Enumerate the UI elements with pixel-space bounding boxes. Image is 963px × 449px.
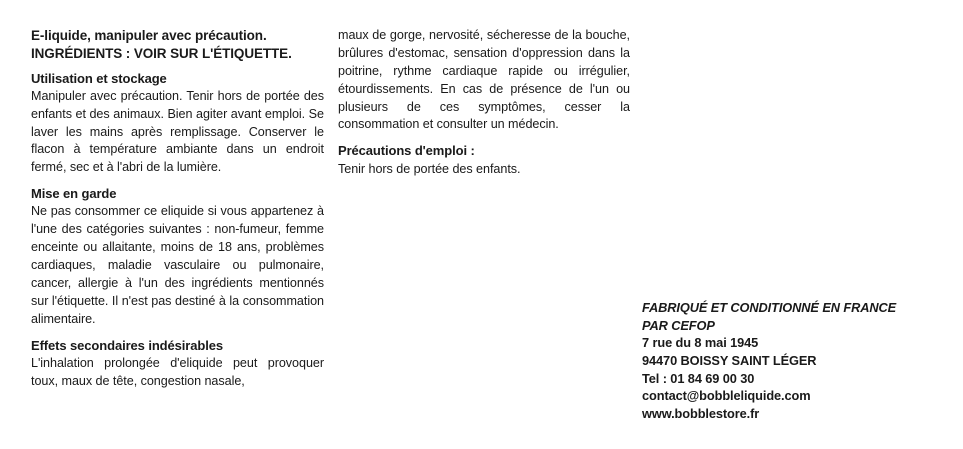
section-text-side-effects: L'inhalation prolongée d'eliquide peut provoquer toux, maux de tête, congestion nasale,	[31, 355, 324, 388]
section-text-warning: Ne pas consommer ce eliquide si vous appartenez à l'une des catégories suivantes : non-fumeur, femme enceinte ou allaitante, moins de 18 ans, problèmes cardiaques, maladie vasculaire ou pulmonaire, cancer, allergie à l'un des ingrédients mentionnés sur l'étiquette. Il n'est pas destiné à la consommation alimentaire.	[31, 204, 324, 326]
left-column	[31, 27, 324, 391]
section-text-precautions: Tenir hors de portée des enfants.	[338, 161, 521, 176]
manufacturer-line-2: PAR CEFOP	[642, 317, 715, 333]
section-heading-precautions: Précautions d'emploi :	[338, 143, 475, 159]
section-heading-side-effects: Effets secondaires indésirables	[31, 337, 223, 353]
address-block	[642, 299, 942, 423]
side-effects-continuation: maux de gorge, nervosité, sécheresse de la bouche, brûlures d'estomac, sensation d'oppression dans la poitrine, rythme cardiaque rapide ou irrégulier, étourdissements. En cas de présence de l'un ou plusieurs de ces symptômes, cesser la consommation et consulter un médecin.	[338, 28, 630, 132]
manufacturer-line-1: FABRIQUÉ ET CONDITIONNÉ EN FRANCE	[642, 300, 897, 315]
middle-column	[338, 27, 630, 178]
ingredients-heading: INGRÉDIENTS : VOIR SUR L'ÉTIQUETTE.	[31, 46, 292, 62]
section-heading-warning: Mise en garde	[31, 186, 117, 202]
product-title: E-liquide, manipuler avec précaution.	[31, 28, 267, 43]
section-text-usage: Manipuler avec précaution. Tenir hors de portée des enfants et des animaux. Bien agiter avant emploi. Se laver les mains après remplissage. Conserver le flacon à température ambiante dans un endroit fermé, sec et à l'abri de la lumière.	[31, 88, 324, 175]
address-phone: Tel : 01 84 69 00 30	[642, 370, 755, 386]
address-email: contact@bobbleliquide.com	[642, 388, 811, 404]
address-city: 94470 BOISSY SAINT LÉGER	[642, 352, 817, 368]
address-street: 7 rue du 8 mai 1945	[642, 335, 759, 351]
section-heading-usage: Utilisation et stockage	[31, 70, 167, 86]
address-website: www.bobblestore.fr	[642, 405, 760, 421]
